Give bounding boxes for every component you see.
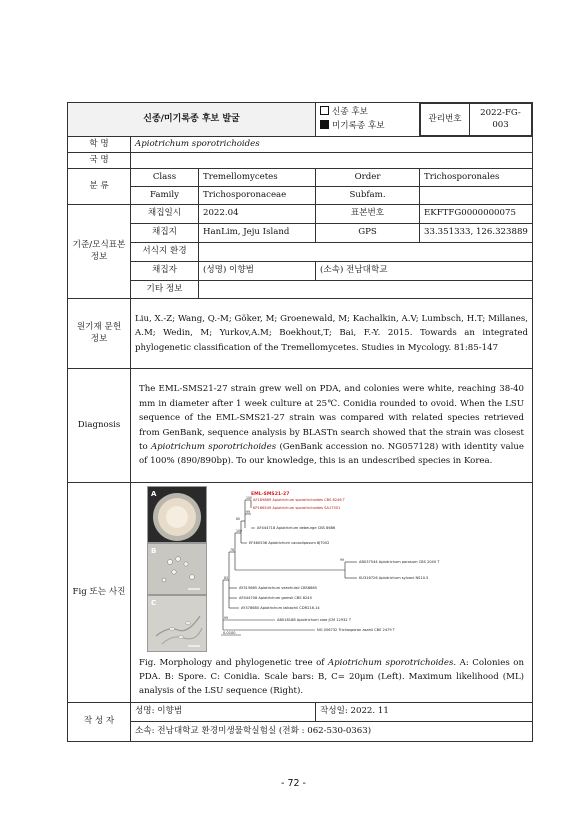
tree-query-label: EML-SMS21-27 [251,492,290,497]
figure-caption: Fig. Morphology and phylogenetic tree of Apiotrichum sporotrichoides. A: Colonies on PDA. B: Spore. C: Conidia. Scale bars: B, C= 20μm (Left). Maximum likelihood (ML) analysis of the LSU sequence (Right). [139,658,525,697]
author-name: 성명: 이향범 [131,703,316,722]
reference-label: 원기재 문헌 정보 [68,299,131,369]
colony-plate-image [148,487,206,542]
spore-photo [147,543,207,595]
order-value: Trichosporonales [420,169,533,187]
tree-bootstrap-value: 100 [236,529,243,533]
option-unrecorded[interactable]: 미기록종 후보 [320,120,415,134]
specimen-number-label: 표본번호 [316,205,420,224]
spore-image [148,544,206,594]
colony-photo [147,486,207,543]
author-date: 작성일: 2022. 11 [316,703,533,722]
habitat-label: 서식지 환경 [131,243,199,262]
conidia-photo [147,595,207,652]
panel-c-label: C [151,599,157,607]
tree-taxon-label: AF444708 Apiotrichum gamsii CBS 8245 [239,596,312,600]
candidate-form [67,102,532,742]
gps-value: 33.351333, 126.323889 [420,224,533,243]
order-label: Order [316,169,420,187]
class-label: Class [131,169,199,187]
tree-taxon-label: AB018188 Apiotrichum xiae JCM 12932 T [277,618,352,622]
tree-bootstrap-value: 80 [236,517,241,521]
checkbox-new-icon[interactable] [320,106,329,115]
diagnosis-text: The EML-SMS21-27 strain grew well on PDA, and colonies were white, reaching 38-40 mm in diameter after 1 week culture at 25℃. Conidia rounded to ovoid. When the LSU sequence of the EML-SMS21-27 strain was compared with related species retrieved from GenBank, sequence analysis by BLASTn search showed that the strain was closest to Apiotrichum sporotrichoides (GenBank accession no. NG057128) with identity value of 100% (890/890bp). To our knowledge, this is an undescribed species in Korea. [131,369,533,483]
author-label: 작 성 자 [68,703,131,742]
page-number: - 72 - [281,778,306,789]
tree-taxon-label: KU316726 Apiotrichum sylvani NS10.5 [359,576,429,580]
form-title: 신종/미기록종 후보 발굴 [68,103,316,137]
collector-affiliation: (소속) 전남대학교 [316,262,533,281]
collector-name: (성명) 이향범 [199,262,316,281]
diagnosis-label: Diagnosis [68,369,131,483]
class-value: Tremellomycetes [199,169,316,187]
subfamily-label: Subfam. [316,187,420,205]
management-label: 관리번호 [421,104,470,136]
tree-taxon-label: NG 056732 Trichosporon asahii CBS 2479 T [317,628,395,632]
species-label: 학 명 [68,137,131,153]
reference-text: Liu, X.-Z; Wang, Q.-M; Göker, M; Groenewald, M; Kachalkin, A.V; Lumbsch, H.T; Millanes, A.M; Wedin, M; Yurkov,A.M; Boekhout,T; Bai, F.-Y. 2015. Towards an integrated phylogenetic classification of the Tremellomycetes. Studies in Mycology. 81:85-147 [131,299,533,369]
candidate-type [316,103,420,137]
management-number: 2022-FG-003 [470,104,532,136]
other-info-value [199,281,533,299]
figure-panels [135,486,528,654]
family-value: Trichosporonaceae [199,187,316,205]
conidia-image [148,596,206,651]
other-info-label: 기타 정보 [131,281,199,299]
tree-taxon-label: AF189889 Apiotrichum sporotrichoides CBS 8246 T [253,498,345,502]
tree-taxon-label: EF460536 Apiotrichum cacaoliposum 8JT002 [249,541,330,545]
phylogenetic-tree [215,488,455,638]
specimen-label: 기준/모식표본 정보 [68,205,131,299]
tree-taxon-label: KP186549 Apiotrichum sporotrichoides SA17501 [253,506,341,510]
specimen-number-value: EKFTFG0000000075 [420,205,533,224]
caption-species: Apiotrichum sporotrichoides [327,658,454,668]
collector-label: 채집자 [131,262,199,281]
collection-date-value: 2022.04 [199,205,316,224]
habitat-value [199,243,533,262]
tree-bootstrap-value: 100 [246,496,253,500]
author-affiliation: 소속: 전남대학교 환경미생물학실험실 (전화 : 062-530-0363) [131,722,533,742]
tree-taxon-label: AY378680 Apiotrichum laibachii CDR216.14 [241,606,320,610]
diagnosis-species: Apiotrichum sporotrichoides [150,441,277,452]
panel-b-label: B [151,547,157,555]
tree-taxa-labels [239,498,440,632]
tree-bootstrap-value: 99 [340,558,345,562]
option-new[interactable]: 신종 후보 [320,106,415,120]
korean-name-label: 국 명 [68,153,131,169]
collection-site-label: 채집지 [131,224,199,243]
tree-taxon-label: AY315665 Apiotrichum veenhuisii CBS6865 [239,586,317,590]
gps-label: GPS [316,224,420,243]
subfamily-value [420,187,533,205]
tree-taxon-label: AB037544 Apiotrichum porosum CBS 2040 T [359,560,440,564]
tree-bootstrap-value: 76 [230,548,235,552]
figure-label: Fig 또는 사진 [68,483,131,703]
panel-a-label: A [151,490,157,498]
checkbox-unrecorded-checked-icon[interactable] [320,120,329,129]
species-value: Apiotrichum sporotrichoides [131,137,533,153]
tree-bootstrap-value: 99 [246,510,251,514]
classification-label: 분 류 [68,169,131,205]
tree-bootstrap-labels [224,496,344,620]
korean-name-value [131,153,533,169]
figure-cell [131,483,533,703]
family-label: Family [131,187,199,205]
tree-scale-label: 0.0100 [223,631,236,635]
tree-taxon-label: AF444718 Apiotrichum debeurge CBS 8686 [257,526,336,530]
form-table [67,102,533,742]
tree-bootstrap-value: 83 [224,576,229,580]
management-cell [420,103,533,137]
tree-bootstrap-value: 99 [224,616,229,620]
collection-site-value: HanLim, Jeju Island [199,224,316,243]
collection-date-label: 채집일시 [131,205,199,224]
